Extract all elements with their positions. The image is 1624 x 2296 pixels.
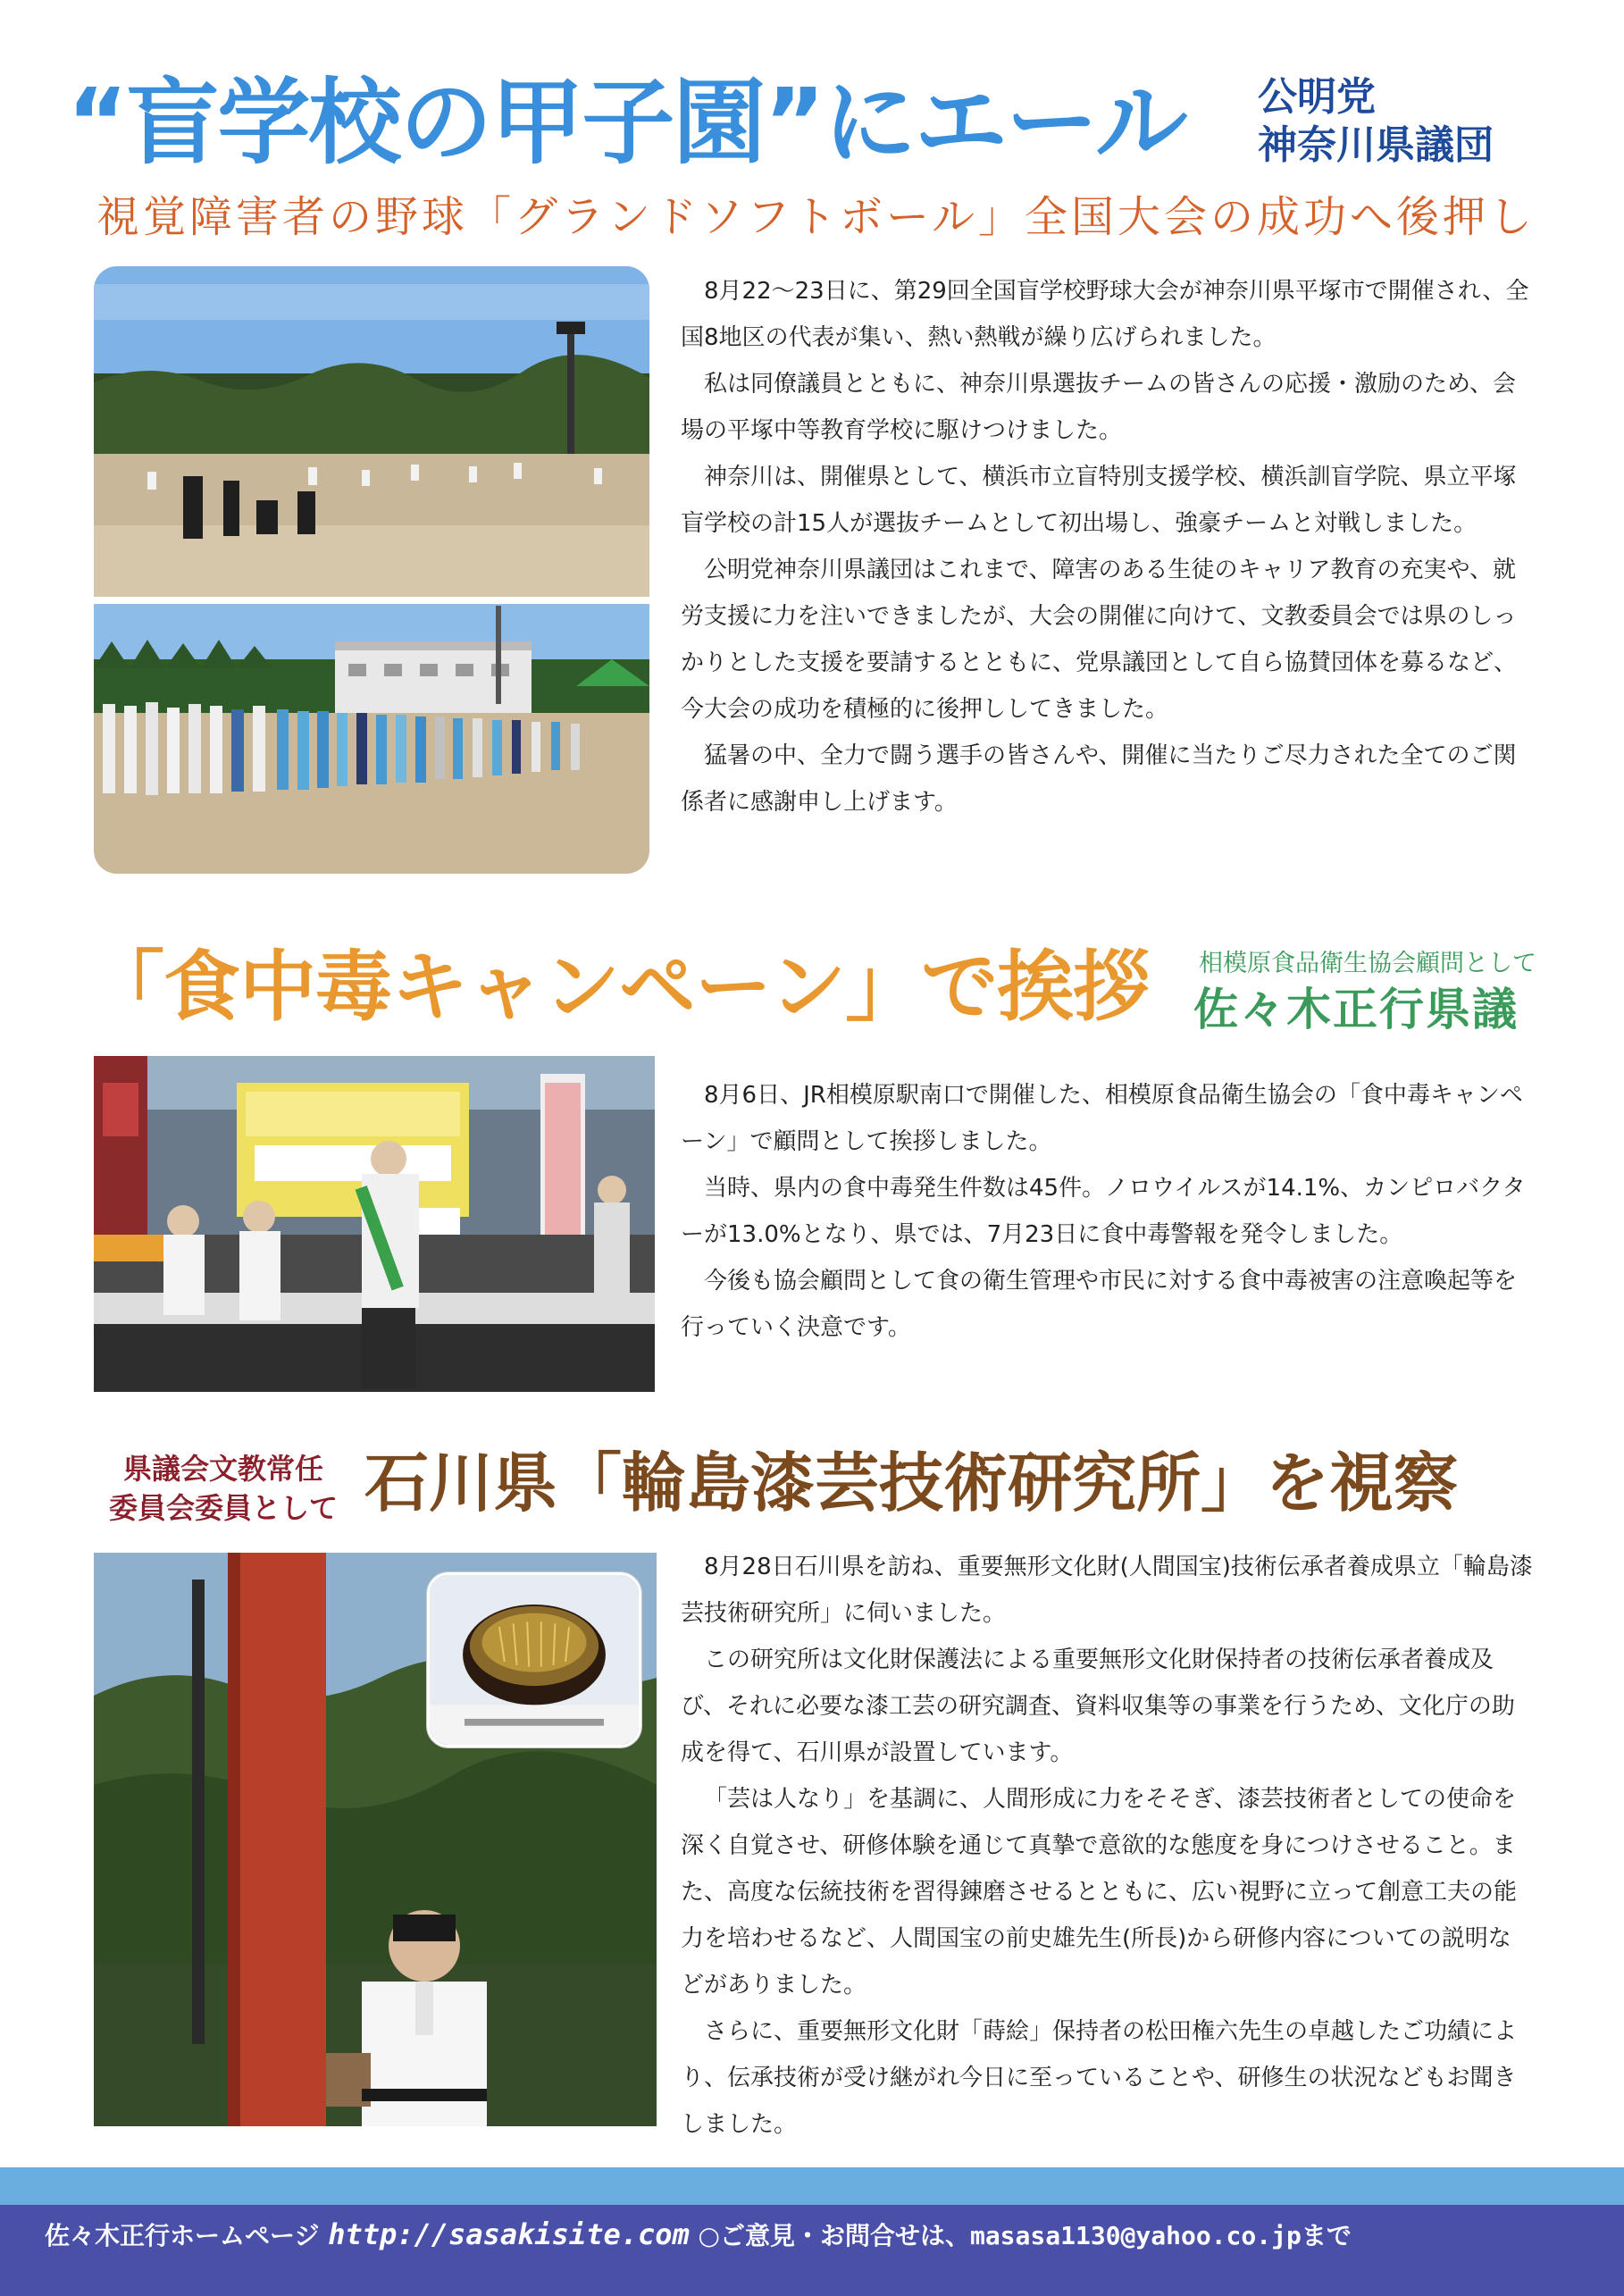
section1-paragraph: 8月22〜23日に、第29回全国盲学校野球大会が神奈川県平塚市で開催され、全国8地区の代表が集い、熱い熱戦が繰り広げられました。 bbox=[681, 278, 1529, 351]
footer-accent-bar bbox=[0, 2167, 1624, 2205]
section3-article bbox=[681, 1544, 1534, 2148]
baseball-tournament-photo bbox=[94, 266, 649, 874]
section3-role-line1: 県議会文教常任 bbox=[122, 1452, 323, 1486]
section1-paragraph: 私は同僚議員とともに、神奈川県選抜チームの皆さんの応援・激励のため、会場の平塚中等教育学校に駆けつけました。 bbox=[681, 371, 1516, 444]
section1-title: “盲学校の甲子園”にエール bbox=[67, 68, 1186, 177]
section1-org-line2: 神奈川県議団 bbox=[1258, 122, 1494, 168]
section1-subtitle: 視覚障害者の野球「グランドソフトボール」全国大会の成功へ後押し bbox=[96, 192, 1536, 242]
section3-role-line2: 委員会委員として bbox=[108, 1491, 338, 1525]
section2-paragraph: 8月6日、JR相模原駅南口で開催した、相模原食品衛生協会の「食中毒キャンペーン」で顧問として挨拶しました。 bbox=[681, 1082, 1523, 1155]
footer-homepage-label: 佐々木正行ホームページ bbox=[45, 2221, 320, 2250]
section3-paragraph: 「芸は人なり」を基調に、人間形成に力をそそぎ、漆芸技術者としての使命を深く自覚させ、研修体験を通じて真摯で意欲的な態度を身につけさせること。また、高度な伝統技術を習得錬磨させるとともに、広い視野に立って創意工夫の能力を培わせるなど、人間国宝の前史雄先生(所長)から研修内容についての説明などがありました。 bbox=[681, 1786, 1518, 1999]
lacquer-box-inset-photo bbox=[427, 1572, 641, 1747]
section1-article bbox=[681, 268, 1534, 825]
section2-paragraph: 今後も協会顧問として食の衛生管理や市民に対する食中毒被害の注意喚起等を行っていく決意です。 bbox=[681, 1268, 1518, 1341]
section1-paragraph: 神奈川は、開催県として、横浜市立盲特別支援学校、横浜訓盲学院、県立平塚盲学校の計15人が選抜チームとして初出場し、強豪チームと対戦しました。 bbox=[681, 464, 1517, 537]
section2-article bbox=[681, 1072, 1534, 1351]
section2-paragraph: 当時、県内の食中毒発生件数は45件。ノロウイルスが14.1%、カンピロバクターが13.0%となり、県では、7月23日に食中毒警報を発令しました。 bbox=[681, 1175, 1526, 1248]
footer-content bbox=[45, 2212, 1599, 2257]
footer-email-link[interactable]: masasa1130@yahoo.co.jp bbox=[969, 2221, 1302, 2250]
section3-paragraph: さらに、重要無形文化財「蒔絵」保持者の松田権六先生の卓越したご功績により、伝承技術が受け継がれ今日に至っていることや、研修生の状況などもお聞きしました。 bbox=[681, 2018, 1518, 2138]
section1-org-line1: 公明党 bbox=[1258, 74, 1376, 120]
section3-paragraph: 8月28日石川県を訪ね、重要無形文化財(人間国宝)技術伝承者養成県立「輪島漆芸技術研究所」に伺いました。 bbox=[681, 1554, 1533, 1627]
section1-paragraph: 公明党神奈川県議団はこれまで、障害のある生徒のキャリア教育の充実や、就労支援に力を注いできましたが、大会の開催に向けて、文教委員会では県のしっかりとした支援を要請するとともに、党県議団として自ら協賛団体を募るなど、今大会の成功を積極的に後押ししてきました。 bbox=[681, 557, 1518, 723]
section2-role: 相模原食品衛生協会顧問として bbox=[1199, 950, 1536, 977]
section3-title: 石川県「輪島漆芸技術研究所」を視察 bbox=[364, 1445, 1459, 1521]
section1-paragraph: 猛暑の中、全力で闘う選手の皆さんや、開催に当たりご尽力された全てのご関係者に感謝申し上げます。 bbox=[681, 742, 1517, 816]
section1-organization bbox=[1258, 73, 1553, 170]
section2-name: 佐々木正行県議 bbox=[1193, 984, 1519, 1035]
footer-contact-text: ○ご意見・お問合せは、 bbox=[698, 2221, 970, 2250]
section3-role bbox=[89, 1449, 357, 1528]
footer-suffix: まで bbox=[1301, 2221, 1352, 2250]
footer-homepage-link[interactable]: http://sasakisite.com bbox=[328, 2217, 690, 2251]
section2-title: 「食中毒キャンペーン」で挨拶 bbox=[88, 943, 1150, 1032]
section3-paragraph: この研究所は文化財保護法による重要無形文化財保持者の技術伝承者養成及び、それに必要な漆工芸の研究調査、資料収集等の事業を行うため、文化庁の助成を得て、石川県が設置しています。 bbox=[681, 1647, 1515, 1766]
food-poisoning-campaign-photo bbox=[94, 1056, 655, 1392]
